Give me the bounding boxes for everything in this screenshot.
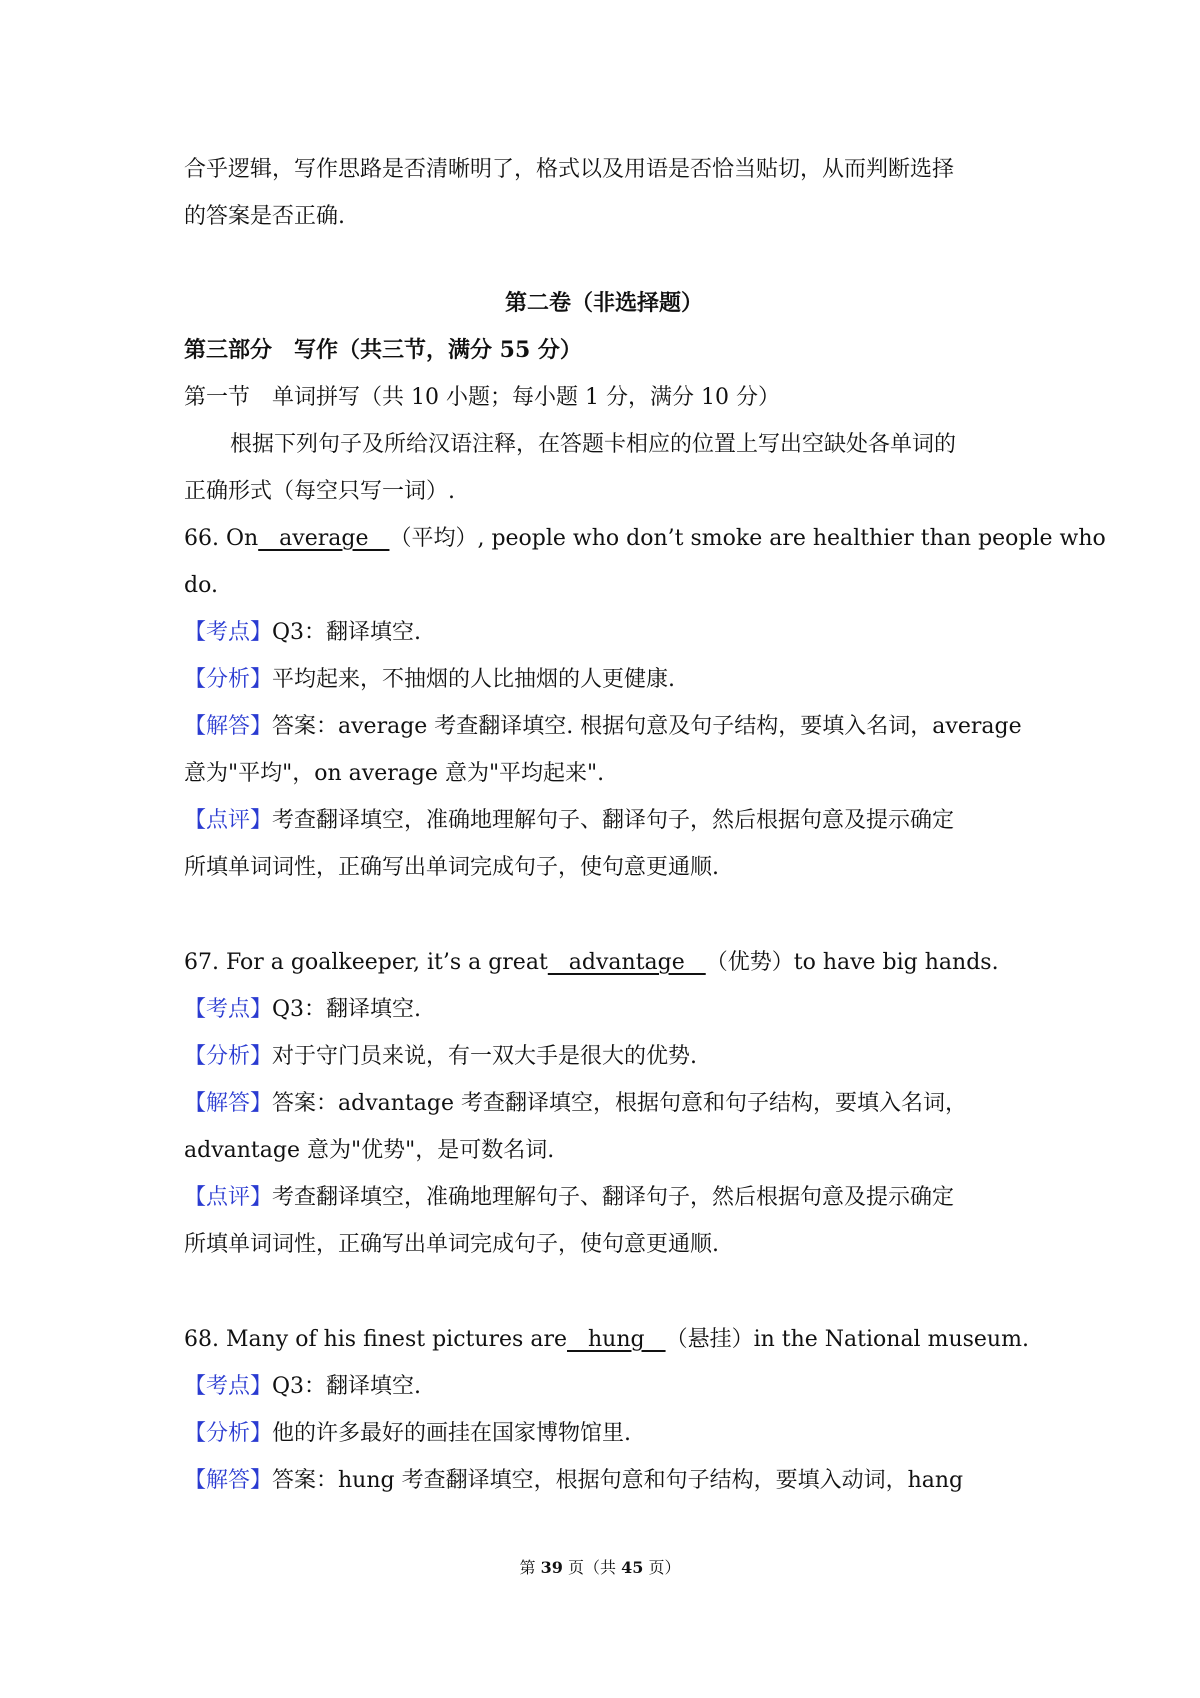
page-footer [0, 1555, 1200, 1578]
q68-jieda [184, 1457, 1024, 1504]
q67-kaodian-text: Q3：翻译填空. [272, 997, 422, 1022]
q68-suffix: （悬挂）in the National museum. [665, 1327, 1029, 1352]
spacer [184, 1268, 1024, 1316]
footer-pre: 第 [519, 1558, 541, 1577]
q66-suffix: （平均）, people who don’t smoke are healthier than people who [389, 526, 1106, 551]
instruction-line-1: 根据下列句子及所给汉语注释，在答题卡相应的位置上写出空缺处各单词的 [230, 432, 957, 457]
q68-prefix: 68. Many of his finest pictures are [184, 1327, 567, 1352]
kaodian-tag: 【考点】 [184, 620, 273, 645]
q68-jieda-text: 答案：hung 考查翻译填空，根据句意和句子结构，要填入动词，hang [272, 1468, 964, 1493]
dianping-tag: 【点评】 [184, 1185, 273, 1210]
subsection-title: 第一节 单词拼写（共 10 小题；每小题 1 分，满分 10 分） [184, 385, 780, 410]
q66-fenxi-text: 平均起来，不抽烟的人比抽烟的人更健康. [272, 667, 676, 692]
q66-prefix: 66. On [184, 526, 259, 551]
q67-jieda-text: 答案：advantage 考查翻译填空，根据句意和句子结构，要填入名词， [272, 1091, 967, 1116]
kaodian-tag: 【考点】 [184, 1374, 273, 1399]
q67-kaodian [184, 986, 1024, 1033]
page-content [184, 146, 1106, 1504]
q66-jieda-text: 答案：average 考查翻译填空. 根据句意及句子结构，要填入名词，average [272, 714, 1022, 739]
q67-suffix: （优势）to have big hands. [705, 950, 999, 975]
q67-jieda-cont: advantage 意为"优势"，是可数名词. [184, 1138, 555, 1163]
q68-answer-blank: hung [567, 1327, 666, 1352]
q66-dianping-cont: 所填单词词性，正确写出单词完成句子，使句意更通顺. [184, 855, 719, 880]
jieda-tag: 【解答】 [184, 1468, 273, 1493]
footer-mid: 页（共 [562, 1558, 622, 1577]
q66-kaodian [184, 609, 1024, 656]
q67-answer-blank: advantage [547, 950, 706, 975]
q68-question [184, 1316, 1029, 1363]
q68-fenxi [184, 1410, 1024, 1457]
footer-total-pages: 45 [621, 1558, 644, 1577]
jieda-tag: 【解答】 [184, 714, 273, 739]
q66-question [184, 515, 1106, 562]
q66-dianping [184, 797, 1024, 844]
q67-fenxi-text: 对于守门员来说，有一双大手是很大的优势. [272, 1044, 698, 1069]
q68-fenxi-text: 他的许多最好的画挂在国家博物馆里. [272, 1421, 632, 1446]
intro-line-2: 的答案是否正确. [184, 204, 345, 229]
q66-question-cont: do. [184, 573, 218, 598]
volume-title: 第二卷（非选择题） [504, 290, 703, 316]
instruction-line-2: 正确形式（每空只写一词）. [184, 479, 455, 504]
q67-dianping [184, 1174, 1024, 1221]
q66-dianping-text: 考查翻译填空，准确地理解句子、翻译句子，然后根据句意及提示确定 [272, 808, 955, 833]
fenxi-tag: 【分析】 [184, 667, 273, 692]
q68-kaodian-text: Q3：翻译填空. [272, 1374, 422, 1399]
jieda-tag: 【解答】 [184, 1091, 273, 1116]
q66-jieda-cont: 意为"平均"，on average 意为"平均起来". [184, 761, 605, 786]
footer-post: 页） [643, 1558, 681, 1577]
q67-dianping-text: 考查翻译填空，准确地理解句子、翻译句子，然后根据句意及提示确定 [272, 1185, 955, 1210]
kaodian-tag: 【考点】 [184, 997, 273, 1022]
q67-jieda [184, 1080, 1024, 1127]
q66-fenxi [184, 656, 1024, 703]
spacer [184, 891, 1024, 939]
q68-kaodian [184, 1363, 1024, 1410]
fenxi-tag: 【分析】 [184, 1044, 273, 1069]
part-title: 第三部分 写作（共三节，满分 55 分） [184, 337, 582, 363]
fenxi-tag: 【分析】 [184, 1421, 273, 1446]
q67-prefix: 67. For a goalkeeper, it’s a great [184, 950, 548, 975]
dianping-tag: 【点评】 [184, 808, 273, 833]
q66-kaodian-text: Q3：翻译填空. [272, 620, 422, 645]
q67-fenxi [184, 1033, 1024, 1080]
intro-line-1: 合乎逻辑，写作思路是否清晰明了，格式以及用语是否恰当贴切，从而判断选择 [184, 157, 955, 182]
q67-dianping-cont: 所填单词词性，正确写出单词完成句子，使句意更通顺. [184, 1232, 719, 1257]
q66-jieda [184, 703, 1024, 750]
footer-page-number: 39 [540, 1558, 563, 1577]
q67-question [184, 939, 1024, 986]
q66-answer-blank: average [258, 526, 390, 551]
